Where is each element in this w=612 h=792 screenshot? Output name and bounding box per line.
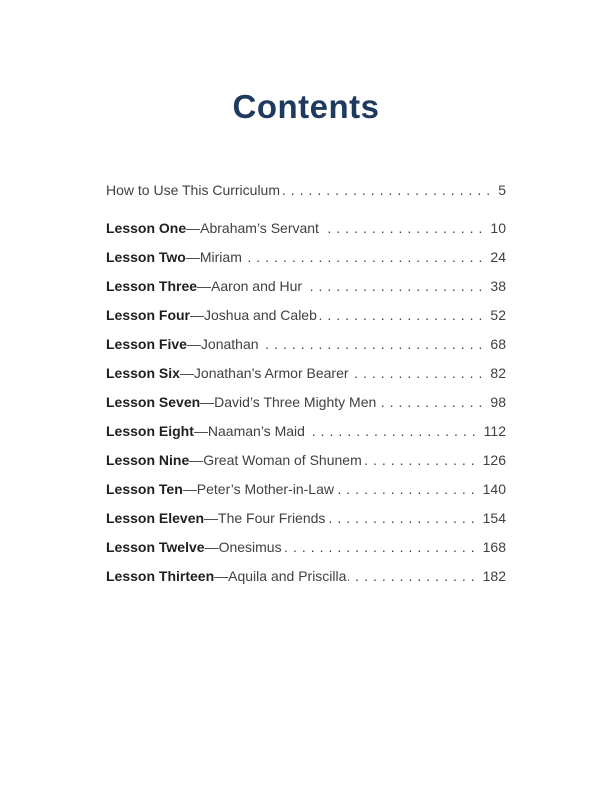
toc-row: [106, 569, 506, 583]
dot-leader: [284, 540, 480, 554]
lesson-name: Lesson Five: [106, 336, 187, 352]
dot-leader: [282, 183, 495, 197]
lesson-name: Lesson One: [106, 220, 187, 236]
lesson-name: Lesson Twelve: [106, 539, 205, 555]
lesson-name: Lesson Eight: [106, 423, 194, 439]
entry-title: —David’s Three Mighty Men: [200, 394, 377, 410]
toc-row: [106, 540, 506, 554]
entry-title: —Jonathan: [186, 336, 259, 352]
entry-title: —Great Woman of Shunem: [189, 452, 362, 468]
toc-list: [106, 183, 506, 583]
entry-title: —Aquila and Priscilla: [214, 568, 347, 584]
lesson-name: Lesson Ten: [106, 481, 183, 497]
dot-leader: [348, 569, 479, 583]
page-number: 98: [490, 394, 506, 410]
dot-leader: [327, 511, 479, 525]
toc-row: [106, 453, 506, 467]
lesson-name: Lesson Seven: [106, 394, 201, 410]
toc-row: [106, 250, 506, 264]
entry-title: How to Use This Curriculum: [106, 182, 281, 198]
lesson-name: Lesson Three: [106, 278, 198, 294]
toc-row: [106, 337, 506, 351]
toc-row: [106, 279, 506, 293]
lesson-name: Lesson Two: [106, 249, 186, 265]
toc-lessons: [106, 221, 506, 583]
entry-title: —Peter’s Mother-in-Law: [182, 481, 334, 497]
toc-row: [106, 308, 506, 322]
entry-title: —Joshua and Caleb: [190, 307, 317, 323]
toc-row-front-matter: [106, 183, 506, 197]
lesson-name: Lesson Four: [106, 307, 191, 323]
page-number: 52: [490, 307, 506, 323]
dot-leader: [244, 250, 488, 264]
lesson-name: Lesson Nine: [106, 452, 190, 468]
toc-row: [106, 221, 506, 235]
toc-row: [106, 511, 506, 525]
toc-row: [106, 366, 506, 380]
lesson-name: Lesson Six: [106, 365, 180, 381]
page-number: 10: [490, 220, 506, 236]
toc-row: [106, 395, 506, 409]
toc-row: [106, 482, 506, 496]
page-number: 126: [482, 452, 506, 468]
page-number: 38: [490, 278, 506, 294]
entry-title: —Onesimus: [204, 539, 282, 555]
dot-leader: [351, 366, 488, 380]
dot-leader: [261, 337, 488, 351]
dot-leader: [378, 395, 487, 409]
toc-row: [106, 424, 506, 438]
page-number: 182: [482, 568, 506, 584]
page-number: 5: [498, 182, 506, 198]
lesson-name: Lesson Eleven: [106, 510, 205, 526]
page-number: 24: [490, 249, 506, 265]
dot-leader: [364, 453, 480, 467]
entry-title: —Aaron and Hur: [197, 278, 303, 294]
dot-leader: [307, 424, 481, 438]
page-number: 154: [482, 510, 506, 526]
page-title: Contents: [232, 88, 380, 125]
entry-title: —Naaman’s Maid: [193, 423, 305, 439]
page-number: 68: [490, 336, 506, 352]
dot-leader: [319, 308, 488, 322]
lesson-name: Lesson Thirteen: [106, 568, 215, 584]
entry-title: —Jonathan’s Armor Bearer: [179, 365, 349, 381]
entry-title: —Miriam: [185, 249, 242, 265]
page-number: 82: [490, 365, 506, 381]
page-number: 168: [482, 539, 506, 555]
dot-leader: [321, 221, 487, 235]
page-number: 112: [483, 423, 506, 439]
entry-title: —The Four Friends: [204, 510, 326, 526]
entry-title: —Abraham’s Servant: [186, 220, 319, 236]
dot-leader: [304, 279, 487, 293]
page-number: 140: [482, 481, 506, 497]
dot-leader: [336, 482, 480, 496]
